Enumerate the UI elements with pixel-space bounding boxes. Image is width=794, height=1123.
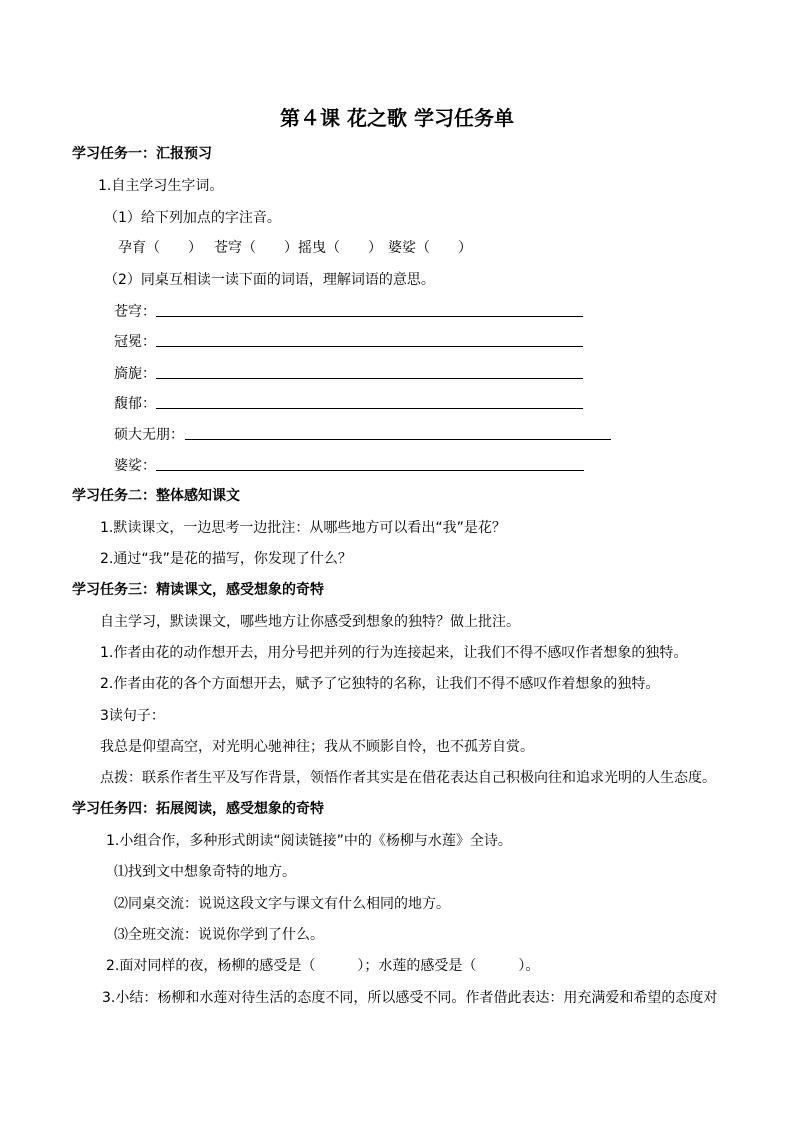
answer-line[interactable]	[156, 316, 583, 317]
task3-intro: 自主学习，默读课文，哪些地方让你感受到想象的独特？做上批注。	[100, 614, 520, 630]
task3-heading: 学习任务三：精读课文，感受想象的奇特	[72, 582, 324, 598]
task4-item1: 1.小组合作，多种形式朗读“阅读链接”中的《杨柳与水莲》全诗。	[106, 833, 512, 849]
word-label: 冠冕：	[114, 334, 156, 350]
answer-line[interactable]	[156, 470, 584, 471]
task1-heading: 学习任务一：汇报预习	[72, 146, 212, 162]
word-label: 馥郁：	[114, 396, 156, 412]
task2-heading: 学习任务二：整体感知课文	[72, 488, 240, 504]
task1-sub2: （2）同桌互相读一读下面的词语，理解词语的意思。	[104, 272, 435, 288]
task4-item2: 2.面对同样的夜，杨柳的感受是（ ）；水莲的感受是（ ）。	[106, 958, 540, 974]
page-title: 第４课 花之歌 学习任务单	[280, 106, 514, 130]
task4-sub3: ⑶全班交流：说说你学到了什么。	[114, 927, 324, 943]
answer-line[interactable]	[156, 378, 583, 379]
pinyin-item[interactable]: 孕育（ ）	[118, 240, 202, 256]
word-label: 婆娑：	[114, 458, 156, 474]
task4-sub1: ⑴找到文中想象奇特的地方。	[114, 864, 296, 880]
word-label: 旖旎：	[114, 366, 156, 382]
answer-line[interactable]	[156, 408, 583, 409]
task3-item2: 2.作者由花的各个方面想开去，赋予了它独特的名称，让我们不得不感叹作着想象的独特。	[100, 676, 660, 692]
task3-tip: 点拨：联系作者生平及写作背景，领悟作者其实是在借花表达自己积极向往和追求光明的人生态度。	[100, 770, 716, 786]
pinyin-item[interactable]: 苍穹（ ）	[214, 240, 298, 256]
task3-item1: 1.作者由花的动作想开去，用分号把并列的行为连接起来，让我们不得不感叹作者想象的独特。	[100, 645, 688, 661]
pinyin-row	[118, 238, 478, 258]
word-label: 硕大无朋：	[114, 427, 184, 443]
answer-line[interactable]	[156, 346, 583, 347]
task1-sub1: （1）给下列加点的字注音。	[104, 210, 281, 226]
task4-heading: 学习任务四：拓展阅读，感受想象的奇特	[72, 801, 324, 817]
word-label: 苍穹：	[114, 304, 156, 320]
task1-item1: 1.自主学习生字词。	[98, 178, 224, 194]
pinyin-item[interactable]: 摇曳（ ）	[298, 240, 382, 256]
task4-sub2: ⑵同桌交流：说说这段文字与课文有什么相同的地方。	[114, 896, 450, 912]
task2-item1: 1.默读课文，一边思考一边批注：从哪些地方可以看出“我”是花？	[100, 520, 506, 536]
task3-sentence: 我总是仰望高空，对光明心驰神往；我从不顾影自怜，也不孤芳自赏。	[100, 739, 534, 755]
answer-line[interactable]	[185, 439, 611, 440]
task2-item2: 2.通过“我”是花的描写，你发现了什么？	[100, 551, 352, 567]
task4-item3: 3.小结：杨柳和水莲对待生活的态度不同，所以感受不同。作者借此表达：用充满爱和希望的态度对	[102, 990, 718, 1006]
pinyin-item[interactable]: 婆娑（ ）	[388, 240, 472, 256]
task3-item3: 3读句子：	[100, 708, 165, 724]
